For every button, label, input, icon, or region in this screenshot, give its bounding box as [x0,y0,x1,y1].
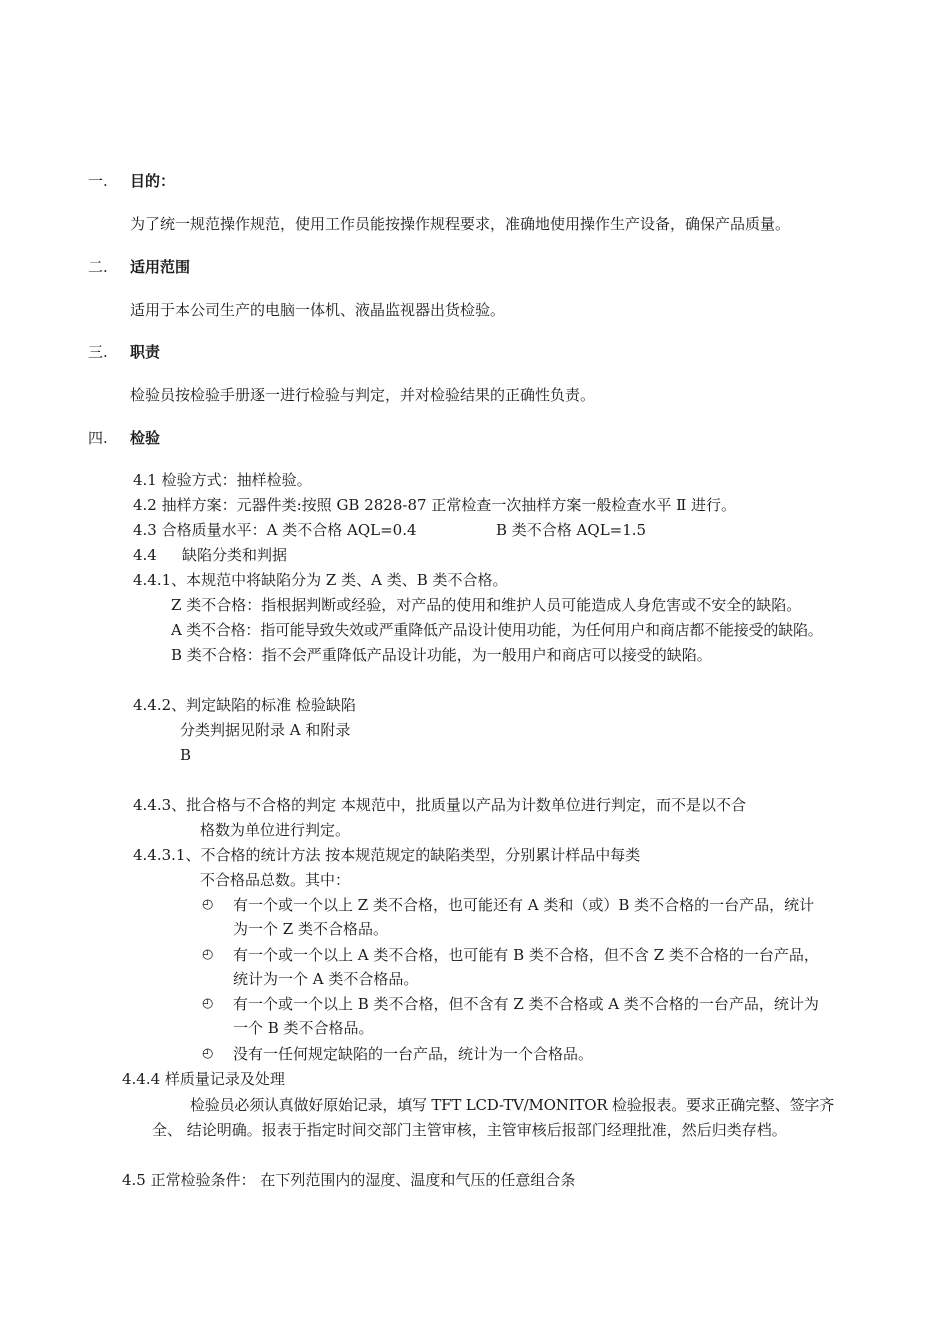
section-1-number: 一. [88,172,108,190]
bullet-3-line1: 有一个或一个以上 B 类不合格，但不含有 Z 类不合格或 A 类不合格的一台产品，统计为 [233,995,819,1013]
section-3-body: 检验员按检验手册逐一进行检验与判定，并对检验结果的正确性负责。 [130,386,596,404]
section-2-number: 二. [88,258,108,276]
item-4-5: 4.5 正常检验条件： 在下列范围内的湿度、温度和气压的任意组合条 [122,1171,576,1189]
item-4-3-b: B 类不合格 AQL=1.5 [496,521,647,539]
item-4-4-4: 4.4.4 样质量记录及处理 [122,1070,285,1088]
section-4-number: 四. [88,429,108,447]
section-3-number: 三. [88,343,108,361]
clock-bullet-icon: ◴ [202,897,214,912]
item-4-4-4-para-line1: 检验员必须认真做好原始记录，填写 TFT LCD-TV/MONITOR 检验报表。要求正确完整、签字齐 [190,1096,834,1114]
clock-bullet-icon: ◴ [202,996,214,1011]
item-4-3-a: 4.3 合格质量水平：A 类不合格 AQL=0.4 [133,521,417,539]
clock-bullet-icon: ◴ [202,1046,214,1061]
item-4-4-2-line1: 4.4.2、判定缺陷的标准 检验缺陷 [133,696,356,714]
clock-bullet-icon: ◴ [202,947,214,962]
item-4-4-title: 缺陷分类和判据 [182,546,288,564]
item-4-4-2-line2: 分类判据见附录 A 和附录 [180,721,351,739]
bullet-3-line2: 一个 B 类不合格品。 [233,1019,374,1037]
section-1-title: 目的： [130,172,176,190]
a-class-definition: A 类不合格：指可能导致失效或严重降低产品设计使用功能，为任何用户和商店都不能接受的缺陷。 [171,621,823,639]
item-4-4-number: 4.4 [133,546,157,564]
section-2-body: 适用于本公司生产的电脑一体机、液晶监视器出货检验。 [130,301,506,319]
item-4-4-4-para-line2: 全、 结论明确。报表于指定时间交部门主管审核，主管审核后报部门经理批准，然后归类存档。 [152,1121,787,1139]
item-4-4-3-1-line1: 4.4.3.1、不合格的统计方法 按本规范规定的缺陷类型，分别累计样品中每类 [133,846,641,864]
bullet-2-line2: 统计为一个 A 类不合格品。 [233,970,419,988]
item-4-4-2-line3: B [180,746,192,764]
section-4-title: 检验 [130,429,161,447]
section-1-body: 为了统一规范操作规范，使用工作员能按操作规程要求，准确地使用操作生产设备，确保产品质量。 [130,215,791,233]
item-4-1: 4.1 检验方式：抽样检验。 [133,471,312,489]
z-class-definition: Z 类不合格：指根据判断或经验，对产品的使用和维护人员可能造成人身危害或不安全的缺陷。 [171,596,802,614]
section-3-title: 职责 [130,343,161,361]
bullet-2-line1: 有一个或一个以上 A 类不合格，也可能有 B 类不合格，但不含 Z 类不合格的一台产品， [233,946,819,964]
item-4-4-3-1-line2: 不合格品总数。其中： [200,871,351,889]
item-4-2: 4.2 抽样方案：元器件类:按照 GB 2828-87 正常检查一次抽样方案一般检查水平 Ⅱ 进行。 [133,496,737,514]
item-4-4-1: 4.4.1、本规范中将缺陷分为 Z 类、A 类、B 类不合格。 [133,571,508,589]
bullet-4: 没有一任何规定缺陷的一台产品，统计为一个合格品。 [233,1045,594,1063]
bullet-1-line1: 有一个或一个以上 Z 类不合格，也可能还有 A 类和（或）B 类不合格的一台产品，统计 [233,896,815,914]
b-class-definition: B 类不合格：指不会严重降低产品设计功能，为一般用户和商店可以接受的缺陷。 [171,646,712,664]
bullet-1-line2: 为一个 Z 类不合格品。 [233,920,388,938]
section-2-title: 适用范围 [130,258,191,276]
item-4-4-3-line1: 4.4.3、批合格与不合格的判定 本规范中，批质量以产品为计数单位进行判定，而不是以不合 [133,796,746,814]
item-4-4-3-line2: 格数为单位进行判定。 [200,821,351,839]
